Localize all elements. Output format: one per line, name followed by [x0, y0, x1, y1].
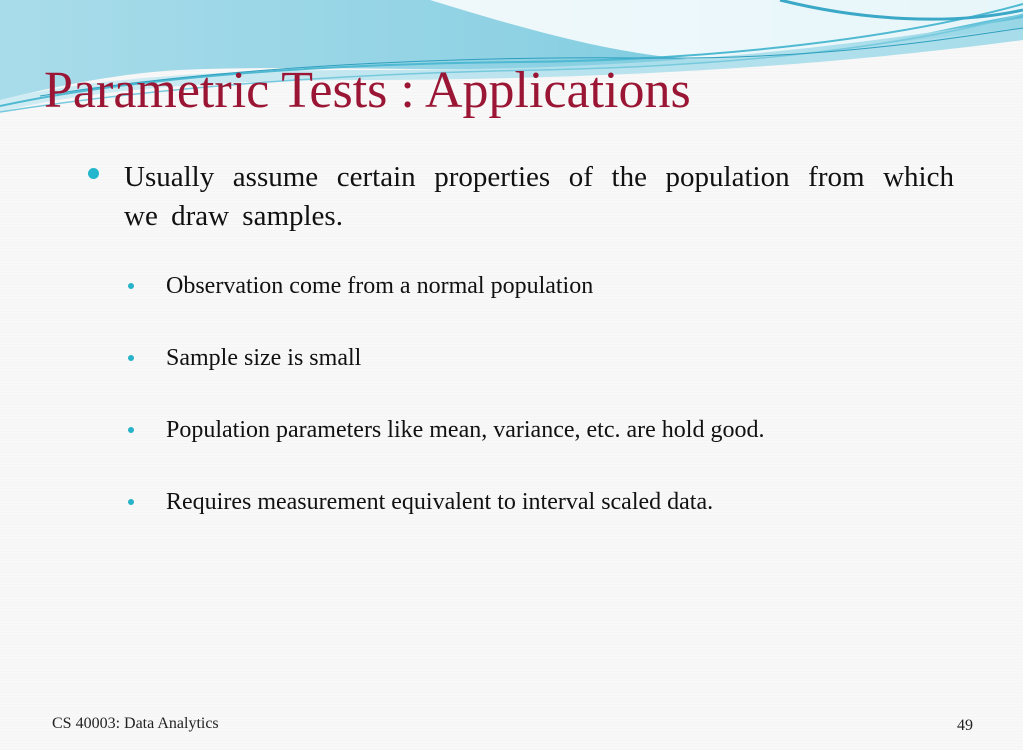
sub-bullet-item	[128, 412, 764, 484]
sub-bullet-text: Requires measurement equivalent to interval scaled data.	[166, 489, 714, 515]
sub-bullet-dot-icon	[128, 427, 134, 433]
sub-bullet-text: Population parameters like mean, variance, etc. are hold good.	[166, 417, 765, 443]
bullet-dot-icon	[88, 168, 99, 179]
footer-page-number: 49	[957, 717, 973, 734]
footer-course: CS 40003: Data Analytics	[52, 715, 219, 732]
sub-bullet-item	[128, 268, 764, 340]
sub-bullet-item	[128, 484, 764, 556]
sub-bullet-text: Sample size is small	[166, 345, 362, 371]
main-bullet	[88, 158, 954, 236]
sub-bullet-dot-icon	[128, 355, 134, 361]
sub-bullet-dot-icon	[128, 283, 134, 289]
sub-bullet-dot-icon	[128, 499, 134, 505]
sub-bullet-item	[128, 340, 764, 412]
sub-bullet-text: Observation come from a normal population	[166, 273, 594, 299]
sub-bullet-list	[128, 268, 764, 556]
main-bullet-text: Usually assume certain properties of the population from which we draw samples.	[124, 161, 954, 232]
slide-title: Parametric Tests : Applications	[44, 62, 691, 119]
